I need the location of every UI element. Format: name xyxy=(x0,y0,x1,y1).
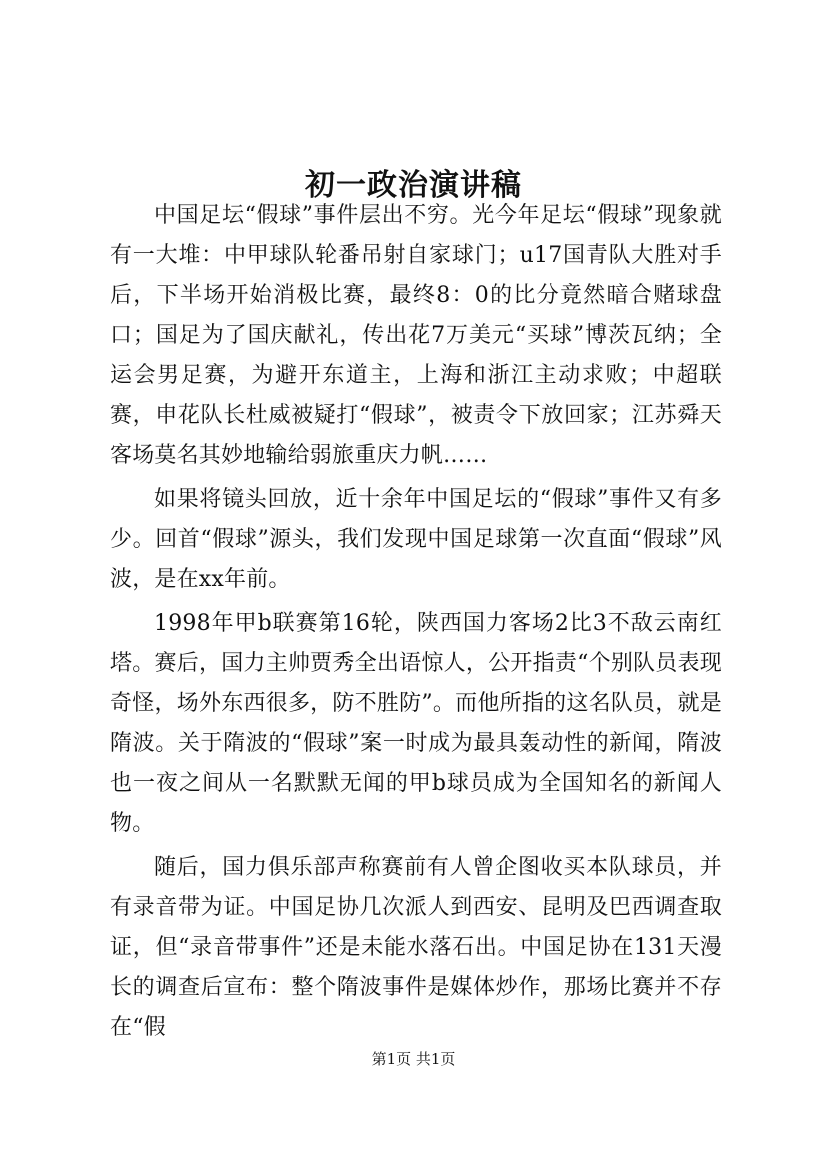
paragraph-3: 1998年甲b联赛第16轮，陕西国力客场2比3不敌云南红塔。赛后，国力主帅贾秀全出语惊人，公开指责“个别队员表现奇怪，场外东西很多，防不胜防”。而他所指的这名队员，就是隋波。关于隋波的“假球”案一时成为最具轰动性的新闻，隋波也一夜之间从一名默默无闻的甲b球员成为全国知名的新闻人物。 xyxy=(110,611,722,836)
paragraph-1: 中国足坛“假球”事件层出不穷。光今年足坛“假球”现象就有一大堆：中甲球队轮番吊射自家球门；u17国青队大胜对手后，下半场开始消极比赛，最终8：0的比分竟然暗合赌球盘口；国足为了国庆献礼，传出花7万美元“买球”博茨瓦纳；全运会男足赛，为避开东道主，上海和浙江主动求败；中超联赛，申花队长杜威被疑打“假球”，被责令下放回家；江苏舜天客场莫名其妙地输给弱旅重庆力帆…… xyxy=(110,203,722,468)
document-title: 初一政治演讲稿 xyxy=(305,168,522,204)
document-body xyxy=(110,196,722,1048)
paragraph-2: 如果将镜头回放，近十余年中国足坛的“假球”事件又有多少。回首“假球”源头，我们发现中国足球第一次直面“假球”风波，是在xx年前。 xyxy=(110,487,722,592)
paragraph-4: 随后，国力俱乐部声称赛前有人曾企图收买本队球员，并有录音带为证。中国足协几次派人到西安、昆明及巴西调查取证，但“录音带事件”还是未能水落石出。中国足协在131天漫长的调查后宣布：整个隋波事件是媒体炒作，那场比赛并不存在“假 xyxy=(110,855,722,1040)
page-footer: 第1页 共1页 xyxy=(371,1050,456,1068)
